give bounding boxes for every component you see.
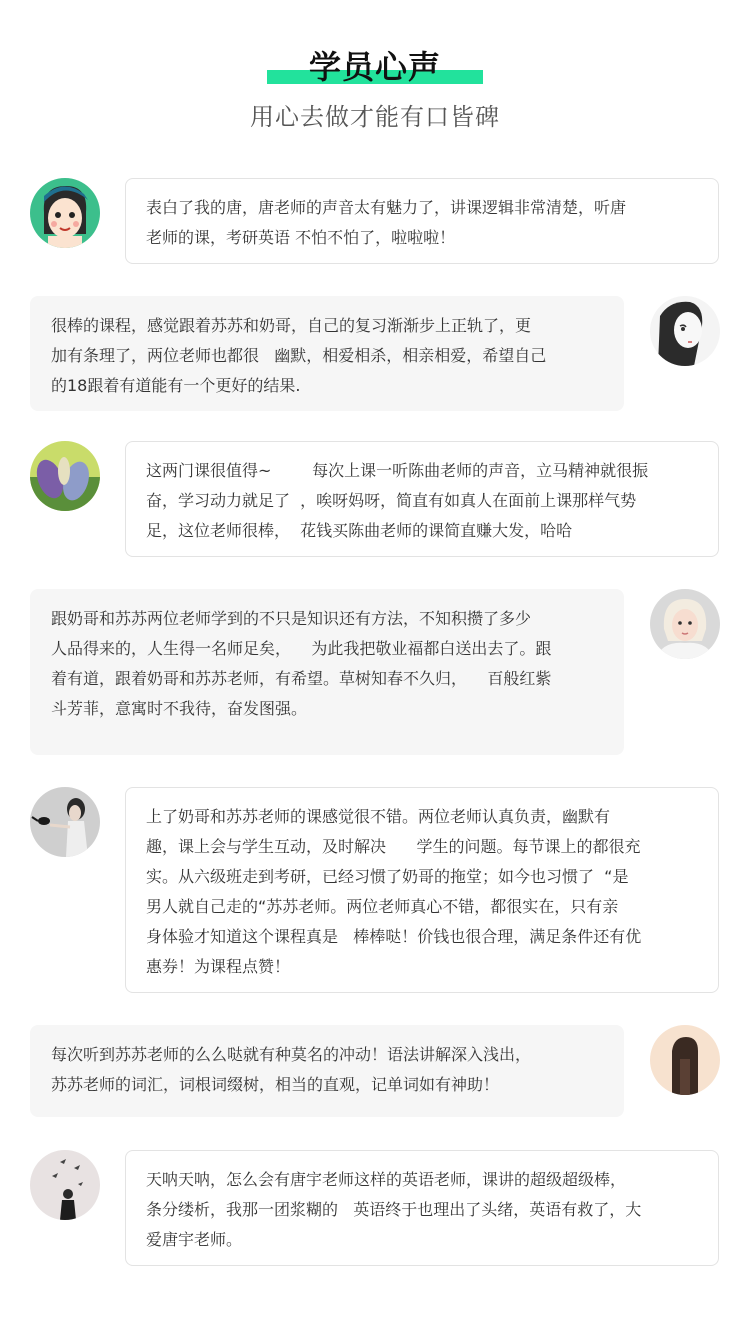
avatar-blonde-girl (650, 589, 720, 659)
testimonial-card: 这两门课很值得~ 每次上课一听陈曲老师的声音，立马精神就很振 奋，学习动力就足了 ，唉呀妈呀，简直有如真人在面前上课那样气势 足，这位老师很棒， 花钱买陈曲老师的课简直赚大发，哈哈 (125, 441, 719, 557)
avatar-man-with-birds (30, 1150, 100, 1220)
testimonial-card: 天呐天呐，怎么会有唐宇老师这样的英语老师，课讲的超级超级棒， 条分缕析，我那一团浆糊的 英语终于也理出了头绪，英语有救了，大 爱唐宇老师。 (125, 1150, 719, 1266)
testimonial-card: 每次听到苏苏老师的么么哒就有种莫名的冲动！语法讲解深入浅出， 苏苏老师的词汇，词根词缀树，相当的直观，记单词如有神助！ (30, 1025, 624, 1117)
testimonial-card: 表白了我的唐，唐老师的声音太有魅力了，讲课逻辑非常清楚，听唐 老师的课，考研英语 不怕不怕了，啦啦啦！ (125, 178, 719, 264)
header-section (0, 0, 750, 150)
avatar-girl-with-bird (30, 787, 100, 857)
testimonial-card: 上了奶哥和苏苏老师的课感觉很不错。两位老师认真负责，幽默有 趣，课上会与学生互动，及时解决 学生的问题。每节课上的都很充 实。从六级班走到考研，已经习惯了奶哥的拖堂；如今也习惯了 “是 男人就自己走的“苏苏老师。两位老师真心不错，都很实在，只有亲 身体验才知道这个课程真是 棒棒哒！价钱也很合理，满足条件还有优 惠券！为课程点赞！ (125, 787, 719, 993)
page-title: 学员心声 (308, 48, 441, 86)
avatar-butterflies (30, 441, 100, 511)
testimonial-card: 跟奶哥和苏苏两位老师学到的不只是知识还有方法，不知积攒了多少 人品得来的，人生得一名师足矣， 为此我把敬业福都白送出去了。跟 着有道，跟着奶哥和苏苏老师，有希望。草树知春不久归， 百般红紫 斗芳菲，意寓时不我待，奋发图强。 (30, 589, 624, 755)
page-subtitle: 用心去做才能有口皆碑 (250, 103, 500, 131)
avatar-sketch-girl (650, 296, 720, 366)
avatar-long-hair-girl (650, 1025, 720, 1095)
testimonial-card: 很棒的课程，感觉跟着苏苏和奶哥，自己的复习渐渐步上正轨了，更 加有条理了，两位老师也都很 幽默，相爱相杀，相亲相爱，希望自己 的18跟着有道能有一个更好的结果. (30, 296, 624, 411)
avatar-cartoon-girl (30, 178, 100, 248)
